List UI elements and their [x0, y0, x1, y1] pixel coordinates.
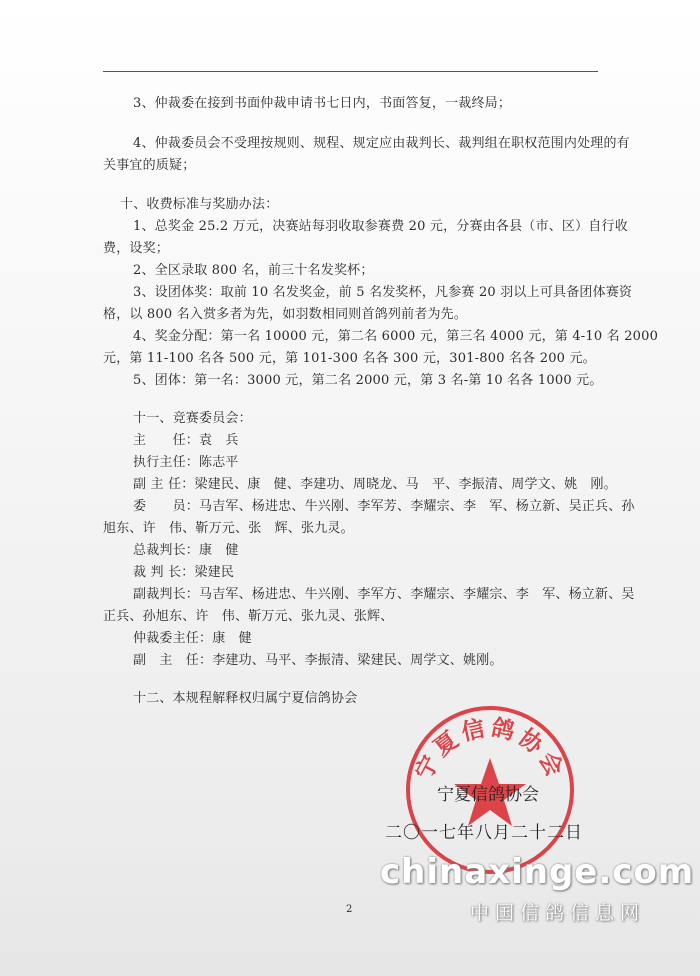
text-line: 5、团体：第一名：3000 元，第二名 2000 元，第 3 名-第 10 名各 1000 元。: [133, 373, 603, 388]
signature-date: 二〇一七年八月二十二日: [385, 823, 583, 843]
section-heading: 十一、竞赛委员会：: [133, 411, 252, 426]
committee-line: 裁 判 长：梁建民: [133, 565, 235, 580]
committee-line: 副 主 任：梁建民、康 健、李建功、周晓龙、马 平、李振清、周学文、姚 刚。: [133, 477, 617, 492]
seal-text: 宁夏信鸽协会: [411, 715, 569, 785]
text-line: 费，设奖；: [103, 241, 170, 256]
committee-line: 正兵、孙旭东、许 伟、靳万元、张九灵、张辉、: [103, 609, 394, 624]
watermark-domain: chinaxinge.com: [380, 852, 695, 892]
section-heading: 十、收费标准与奖励办法：: [120, 197, 279, 212]
committee-line: 副 主 任：李建功、马平、李振清、梁建民、周学文、姚刚。: [133, 653, 503, 668]
committee-line: 委 员：马吉军、杨进忠、牛兴刚、李军芳、李耀宗、李 军、杨立新、吴正兵、孙: [133, 499, 635, 514]
text-line: 4、仲裁委员会不受理按规则、规程、规定应由裁判长、裁判组在职权范围内处理的有: [133, 136, 630, 151]
watermark-site-name: 中国信鸽信息网: [470, 902, 646, 924]
section-heading: 十二、本规程解释权归属宁夏信鸽协会: [133, 691, 358, 706]
committee-line: 主 任：袁 兵: [133, 433, 239, 448]
committee-line: 总裁判长：康 健: [133, 543, 239, 558]
text-line: 3、仲裁委在接到书面仲裁申请书七日内，书面答复，一裁终局；: [133, 96, 512, 111]
committee-line: 副裁判长：马吉军、杨进忠、牛兴刚、李军方、李耀宗、李耀宗、李 军、杨立新、吴: [133, 587, 635, 602]
text-line: 3、设团体奖：取前 10 名发奖金，前 5 名发奖杯，凡参赛 20 羽以上可具备团体赛资: [133, 285, 633, 300]
page-number: 2: [346, 904, 353, 915]
top-divider-line: [103, 71, 598, 72]
text-line: 格，以 800 名入赏多者为先，如羽数相同则首鸽列前者为先。: [103, 307, 468, 322]
signature-organization: 宁夏信鸽协会: [437, 785, 539, 805]
committee-line: 执行主任：陈志平: [133, 455, 239, 470]
committee-line: 仲裁委主任：康 健: [133, 631, 252, 646]
text-line: 元，第 11-100 名各 500 元，第 101-300 名各 300 元，301-800 名各 200 元。: [103, 351, 596, 366]
text-line: 1、总奖金 25.2 万元，决赛站每羽收取参赛费 20 元，分赛由各县（市、区）自行收: [133, 219, 628, 234]
committee-line: 旭东、许 伟、靳万元、张 辉、张九灵。: [103, 521, 354, 536]
text-line: 4、奖金分配：第一名 10000 元，第二名 6000 元，第三名 4000 元，第 4-10 名 2000: [133, 329, 659, 344]
text-line: 2、全区录取 800 名，前三十名发奖杯；: [133, 263, 374, 278]
text-line: 关事宜的质疑；: [103, 158, 196, 173]
